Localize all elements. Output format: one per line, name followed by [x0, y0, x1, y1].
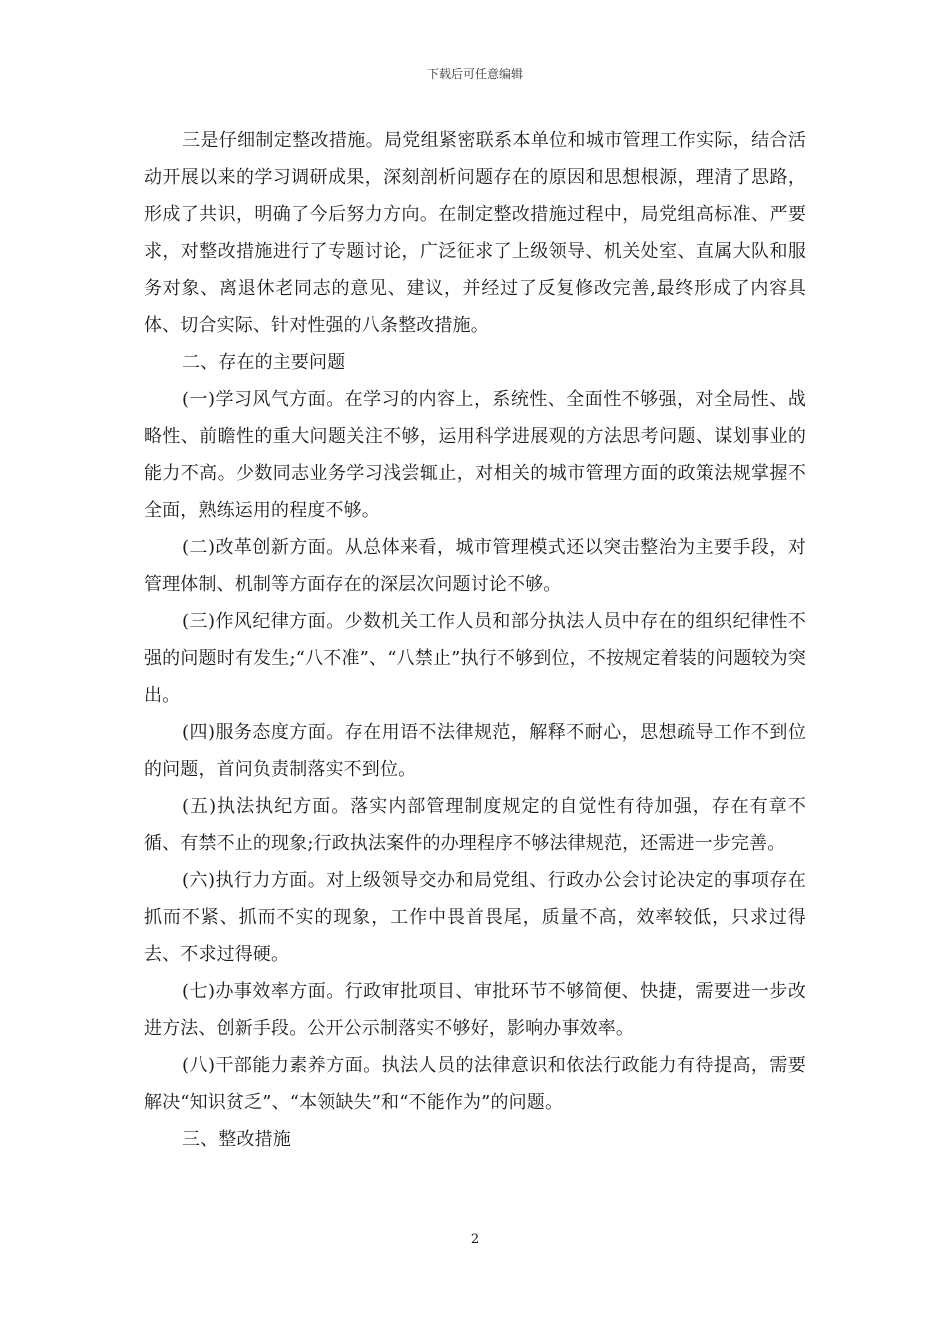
- paragraph-service-attitude: (四)服务态度方面。存在用语不法律规范，解释不耐心，思想疏导工作不到位的问题，首问负责制落实不到位。: [144, 722, 806, 780]
- paragraph-study-style: (一)学习风气方面。在学习的内容上，系统性、全面性不够强，对全局性、战略性、前瞻性的重大问题关注不够，运用科学进展观的方法思考问题、谋划事业的能力不高。少数同志业务学习浅尝辄止，对相关的城市管理方面的政策法规掌握不全面，熟练运用的程度不够。: [144, 389, 806, 521]
- paragraph-execution: (六)执行力方面。对上级领导交办和局党组、行政办公会讨论决定的事项存在抓而不紧、抓而不实的现象，工作中畏首畏尾，质量不高，效率较低，只求过得去、不求过得硬。: [144, 870, 806, 965]
- page-header: 下载后可任意编辑: [426, 67, 523, 81]
- paragraph-work-style-discipline: (三)作风纪律方面。少数机关工作人员和部分执法人员中存在的组织纪律性不强的问题时有发生;“八不准”、“八禁止”执行不够到位，不按规定着装的问题较为突出。: [144, 611, 806, 706]
- paragraph-reform-innovation: (二)改革创新方面。从总体来看，城市管理模式还以突击整治为主要手段，对管理体制、机制等方面存在的深层次问题讨论不够。: [144, 537, 806, 595]
- section-heading-rectification-measures: 三、整改措施: [182, 1129, 291, 1150]
- document-body: [144, 122, 806, 1158]
- page-number: 2: [470, 1232, 480, 1247]
- paragraph-rectification-measures-intro: 三是仔细制定整改措施。局党组紧密联系本单位和城市管理工作实际，结合活动开展以来的学习调研成果，深刻剖析问题存在的原因和思想根源，理清了思路，形成了共识，明确了今后努力方向。在制定整改措施过程中，局党组高标准、严要求，对整改措施进行了专题讨论，广泛征求了上级领导、机关处室、直属大队和服务对象、离退休老同志的意见、建议，并经过了反复修改完善,最终形成了内容具体、切合实际、针对性强的八条整改措施。: [144, 130, 806, 336]
- paragraph-law-enforcement: (五)执法执纪方面。落实内部管理制度规定的自觉性有待加强，存在有章不循、有禁不止的现象;行政执法案件的办理程序不够法律规范，还需进一步完善。: [144, 796, 806, 854]
- paragraph-work-efficiency: (七)办事效率方面。行政审批项目、审批环节不够简便、快捷，需要进一步改进方法、创新手段。公开公示制落实不够好，影响办事效率。: [144, 981, 806, 1039]
- section-heading-main-problems: 二、存在的主要问题: [182, 352, 346, 373]
- paragraph-cadre-ability: (八)干部能力素养方面。执法人员的法律意识和依法行政能力有待提高，需要解决“知识贫乏”、“本领缺失”和“不能作为”的问题。: [144, 1055, 806, 1113]
